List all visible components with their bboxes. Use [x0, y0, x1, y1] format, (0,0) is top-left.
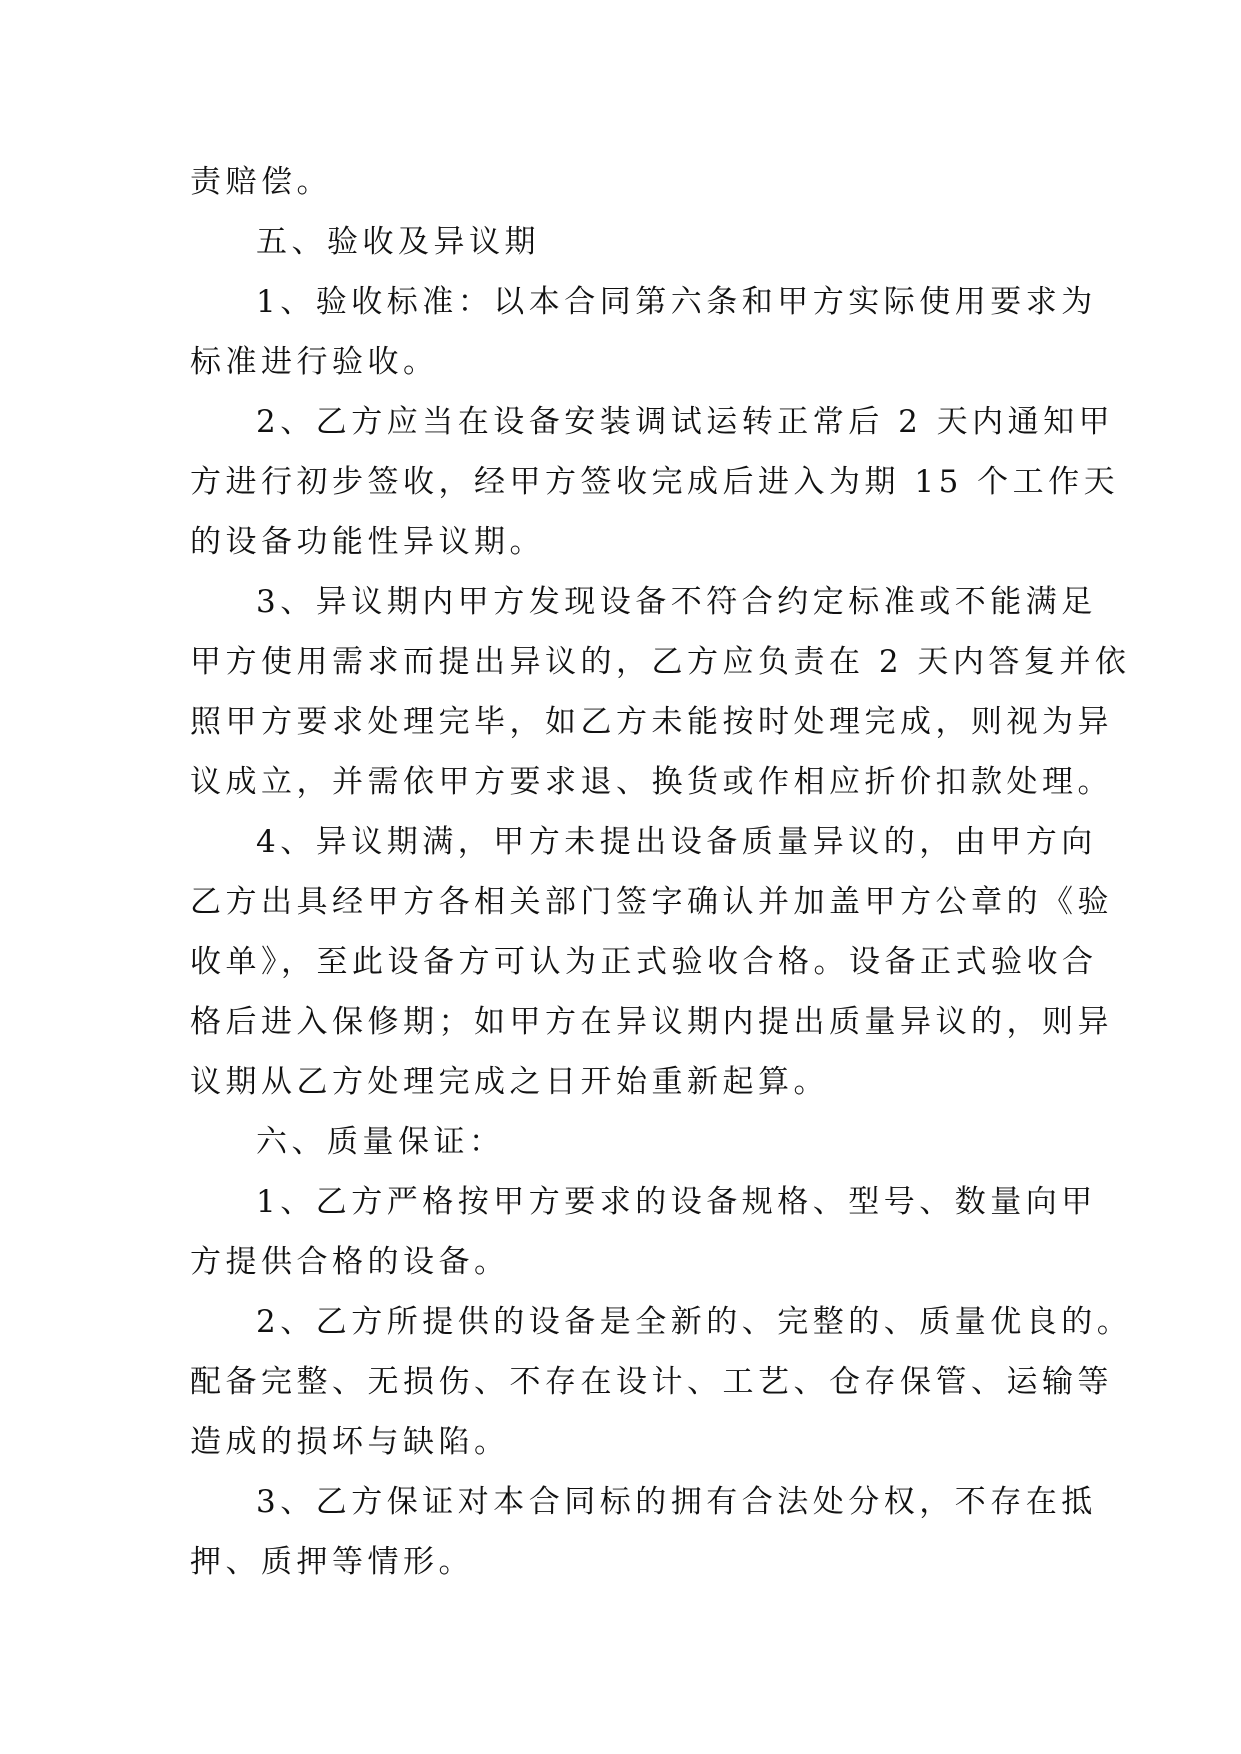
section-heading-quality: 六、质量保证： [256, 1124, 505, 1160]
text-line: 方进行初步签收，经甲方签收完成后进入为期 15 个工作天 [190, 464, 1120, 500]
text-line: 1、乙方严格按甲方要求的设备规格、型号、数量向甲 [256, 1184, 1097, 1220]
text-line: 3、乙方保证对本合同标的拥有合法处分权，不存在抵 [256, 1484, 1097, 1520]
text-line: 议期从乙方处理完成之日开始重新起算。 [190, 1064, 829, 1100]
text-line: 收单》，至此设备方可认为正式验收合格。设备正式验收合 [190, 944, 1098, 980]
text-line: 造成的损坏与缺陷。 [190, 1424, 510, 1460]
document-body [190, 152, 1133, 1592]
text-line: 2、乙方所提供的设备是全新的、完整的、质量优良的。 [256, 1304, 1133, 1340]
text-line: 甲方使用需求而提出异议的，乙方应负责在 2 天内答复并依 [190, 644, 1131, 680]
text-line: 格后进入保修期；如甲方在异议期内提出质量异议的，则异 [190, 1004, 1113, 1040]
text-line: 3、异议期内甲方发现设备不符合约定标准或不能满足 [256, 584, 1097, 620]
text-line: 1、验收标准：以本合同第六条和甲方实际使用要求为 [256, 284, 1097, 320]
text-line: 标准进行验收。 [190, 344, 439, 380]
text-line: 照甲方要求处理完毕，如乙方未能按时处理完成，则视为异 [190, 704, 1113, 740]
text-line: 方提供合格的设备。 [190, 1244, 510, 1280]
text-line: 的设备功能性异议期。 [190, 524, 545, 560]
text-line: 押、质押等情形。 [190, 1544, 474, 1580]
text-line: 配备完整、无损伤、不存在设计、工艺、仓存保管、运输等 [190, 1364, 1113, 1400]
section-heading-acceptance: 五、验收及异议期 [256, 224, 540, 260]
text-line: 乙方出具经甲方各相关部门签字确认并加盖甲方公章的《验 [190, 884, 1113, 920]
text-line: 责赔偿。 [190, 164, 332, 200]
text-line: 2、乙方应当在设备安装调试运转正常后 2 天内通知甲 [256, 404, 1115, 440]
text-line: 议成立，并需依甲方要求退、换货或作相应折价扣款处理。 [190, 764, 1113, 800]
text-line: 4、异议期满，甲方未提出设备质量异议的，由甲方向 [256, 824, 1097, 860]
